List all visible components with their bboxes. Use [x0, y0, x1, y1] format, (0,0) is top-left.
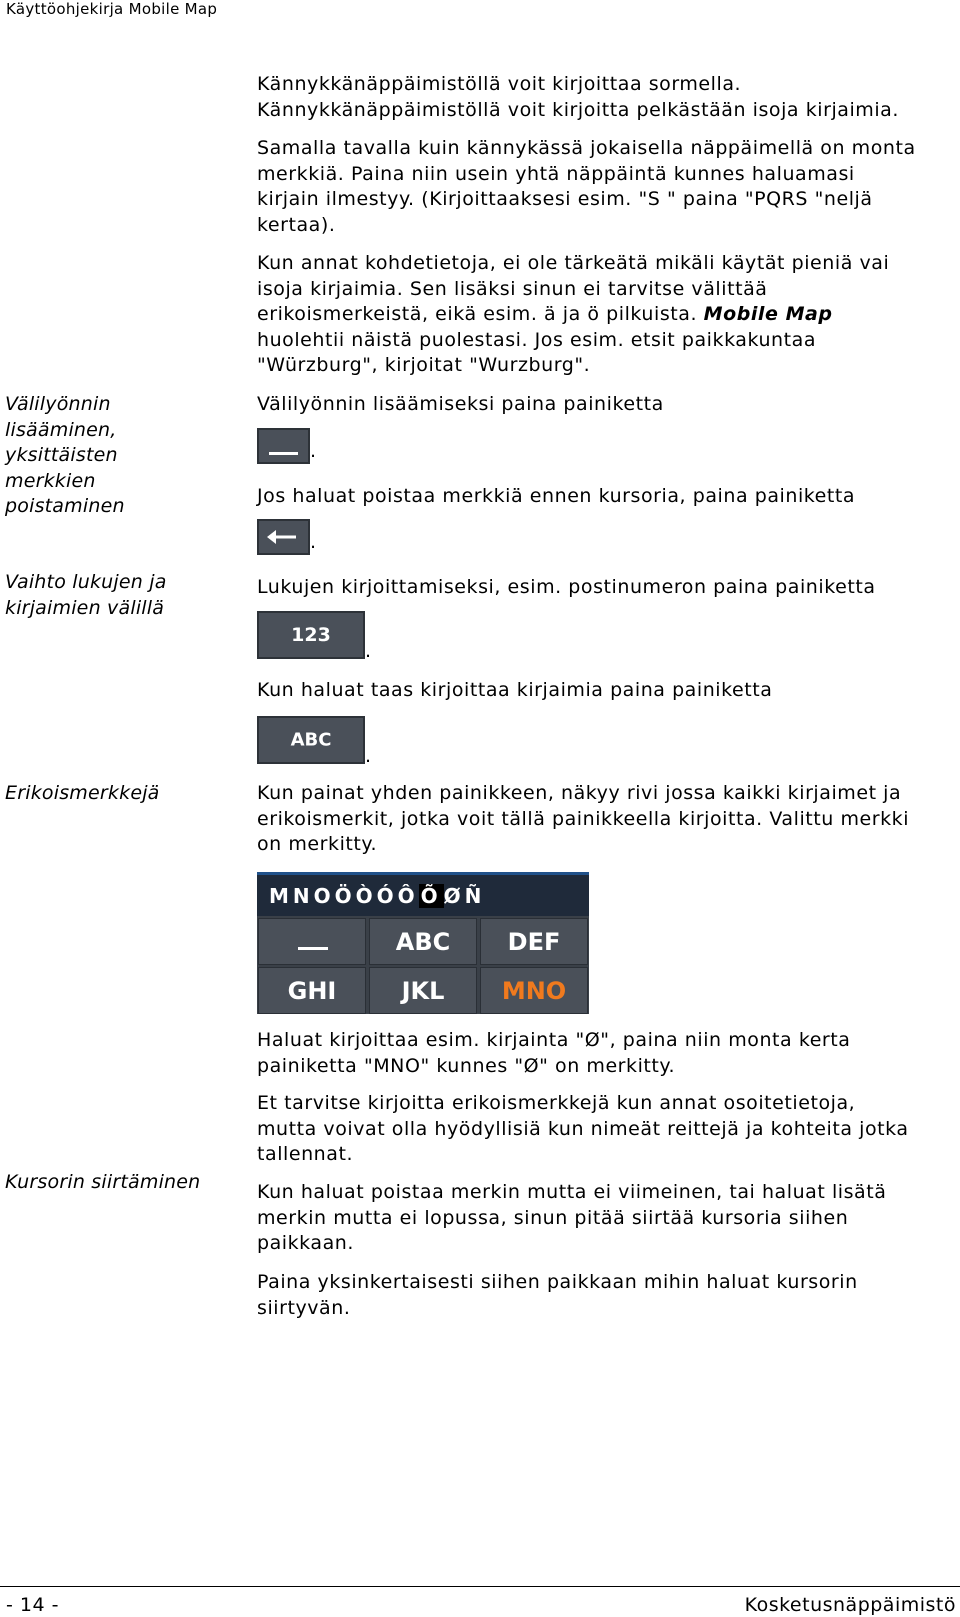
paragraph-space: Välilyönnin lisäämiseksi paina painiketta: [257, 393, 664, 415]
text-line: merkkiä. Paina niin usein yhtä näppäintä kunnes haluamasi: [257, 162, 855, 185]
character-row: [257, 872, 589, 916]
text-line: siirtyvän.: [257, 1296, 351, 1319]
paragraph-delete: Jos haluat poistaa merkkiä ennen kursoria, paina painiketta: [257, 485, 856, 507]
paragraph-cursor-tap: [257, 1270, 957, 1321]
key-jkl[interactable]: [369, 967, 477, 1014]
text-line: "Würzburg", kirjoitat "Wurzburg".: [257, 354, 591, 376]
text-line: Et tarvitse kirjoitta erikoismerkkejä kun annat osoitetietoja,: [257, 1092, 856, 1114]
brand-name: Mobile Map: [703, 303, 833, 325]
letters-mode-button[interactable]: [257, 716, 365, 764]
button-label: 123: [291, 624, 331, 646]
sidebar-line: yksittäisten: [5, 444, 118, 466]
sidebar-line: poistaminen: [5, 495, 125, 517]
character-list: [269, 884, 485, 908]
sidebar-line: lisääminen,: [5, 418, 117, 441]
backspace-button[interactable]: [257, 519, 310, 555]
text-line: Haluat kirjoittaa esim. kirjainta "Ø", paina niin monta kerta: [257, 1029, 851, 1051]
paragraph-numbers: Lukujen kirjoittamiseksi, esim. postinumeron paina painiketta: [257, 576, 876, 598]
text-line: kirjain ilmestyy. (Kirjoittaaksesi esim. "S " paina "PQRS "neljä: [257, 188, 873, 210]
key-label: JKL: [401, 976, 445, 1005]
period: .: [310, 531, 317, 553]
period: .: [365, 745, 372, 767]
key-ghi[interactable]: [258, 967, 366, 1014]
selected-character: Õ: [420, 884, 442, 908]
space-bar-icon: [257, 428, 310, 464]
space-bar-icon: [258, 918, 366, 965]
header-title: Käyttöohjekirja Mobile Map: [6, 0, 218, 18]
text-line: mutta voivat olla hyödyllisiä kun nimeät reittejä ja kohteita jotka: [257, 1117, 909, 1140]
left-arrow-icon: [257, 519, 310, 555]
sidebar-label-switch-mode: [5, 570, 240, 621]
sidebar-line: merkkien: [5, 469, 96, 492]
sidebar-line: Vaihto lukujen ja: [5, 571, 167, 593]
text-line: Samalla tavalla kuin kännykässä jokaisella näppäimellä on monta: [257, 137, 916, 159]
paragraph-noneed: [257, 1091, 957, 1168]
sidebar-label-special-chars: Erikoismerkkejä: [5, 782, 160, 804]
text-line: kertaa).: [257, 213, 336, 236]
sidebar-line: Välilyönnin: [5, 393, 111, 415]
characters: MNOÖÒÓÔ: [269, 884, 419, 908]
paragraph-case: [257, 251, 957, 379]
characters: ØÑ: [443, 884, 486, 908]
text-line: painiketta "MNO" kunnes "Ø" on merkitty.: [257, 1054, 676, 1077]
key-label: GHI: [287, 976, 337, 1005]
paragraph-cursor: [257, 1180, 957, 1257]
text-line: merkin mutta ei lopussa, sinun pitää siirtää kursoria siihen: [257, 1206, 849, 1229]
text-line: tallennat.: [257, 1143, 354, 1165]
text-line: Kännykkänäppäimistöllä voit kirjoittaa sormella.: [257, 73, 742, 95]
paragraph-intro: [257, 72, 957, 123]
text-line: Kun annat kohdetietoja, ei ole tärkeätä mikäli käytät pieniä vai: [257, 252, 890, 274]
key-abc[interactable]: [369, 918, 477, 965]
sidebar-label-space-delete: [5, 392, 240, 520]
text-run: erikoismerkeistä, eikä esim. ä ja ö pilkuista.: [257, 303, 698, 325]
period: .: [365, 640, 372, 662]
footer-divider: [0, 1586, 960, 1587]
period: .: [310, 440, 317, 462]
paragraph-multitap: [257, 136, 957, 238]
key-mno[interactable]: [480, 967, 588, 1014]
keyboard-screenshot: [257, 872, 589, 1014]
section-title: Kosketusnäppäimistö: [744, 1594, 956, 1616]
text-line: Paina yksinkertaisesti siihen paikkaan mihin haluat kursorin: [257, 1271, 858, 1293]
button-label: ABC: [290, 729, 332, 751]
space-button[interactable]: [257, 428, 310, 464]
sidebar-line: kirjaimien välillä: [5, 596, 165, 619]
key-label: ABC: [395, 927, 451, 956]
key-def[interactable]: [480, 918, 588, 965]
text-line: erikoismerkit, jotka voit tällä painikkeella kirjoitta. Valittu merkki: [257, 807, 910, 830]
key-label: MNO: [501, 976, 567, 1005]
text-line: Kun haluat poistaa merkin mutta ei viimeinen, tai haluat lisätä: [257, 1181, 887, 1203]
paragraph-example: [257, 1028, 957, 1079]
text-line: huolehtii näistä puolestasi. Jos esim. etsit paikkakuntaa: [257, 328, 817, 351]
sidebar-label-cursor-move: Kursorin siirtäminen: [5, 1171, 201, 1193]
paragraph-letters: Kun haluat taas kirjoittaa kirjaimia paina painiketta: [257, 679, 773, 701]
text-line: paikkaan.: [257, 1232, 354, 1254]
text-line: Kun painat yhden painikkeen, näkyy rivi jossa kaikki kirjaimet ja: [257, 782, 902, 804]
paragraph-special: [257, 781, 957, 858]
page-number: - 14 -: [6, 1594, 59, 1616]
numbers-mode-button[interactable]: [257, 611, 365, 659]
text-line: Kännykkänäppäimistöllä voit kirjoitta pelkästään isoja kirjaimia.: [257, 98, 899, 121]
key-space[interactable]: [258, 918, 366, 965]
key-label: DEF: [507, 927, 561, 956]
text-line: isoja kirjaimia. Sen lisäksi sinun ei tarvitse välittää: [257, 277, 768, 300]
text-line: on merkitty.: [257, 833, 378, 855]
text-line: [257, 302, 957, 328]
